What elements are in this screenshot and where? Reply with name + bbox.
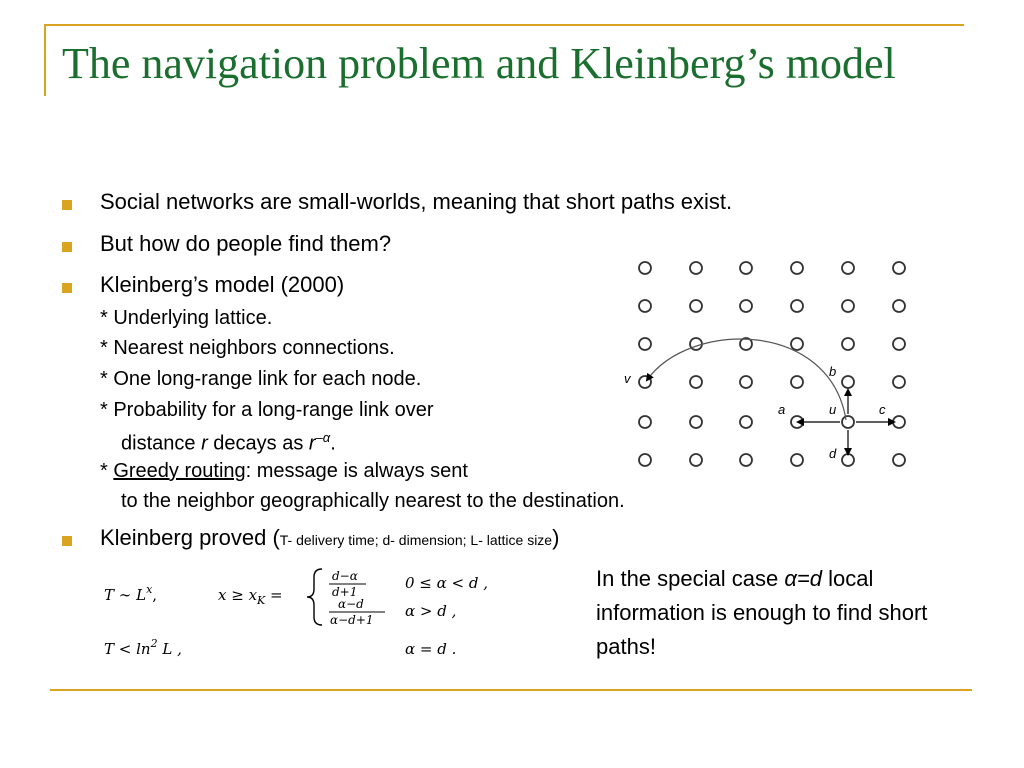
lattice-nodes — [639, 262, 905, 466]
lattice-node — [842, 454, 854, 466]
decay-exponent: –α — [315, 430, 331, 445]
lattice-node — [893, 454, 905, 466]
bullet-kleinberg-proved — [100, 525, 559, 551]
lattice-node — [740, 454, 752, 466]
decay-r: r — [201, 432, 208, 455]
lattice-node — [842, 376, 854, 388]
lattice-node — [893, 300, 905, 312]
special-case-note — [596, 562, 976, 664]
lattice-node — [639, 262, 651, 274]
lattice-node — [842, 416, 854, 428]
model-point-neighbors: * Nearest neighbors connections. — [100, 337, 395, 359]
lattice-node — [639, 416, 651, 428]
lattice-node — [690, 262, 702, 274]
frame-bottom-rule — [50, 689, 972, 691]
proved-text: Kleinberg proved ( — [100, 525, 280, 550]
lattice-node — [791, 454, 803, 466]
node-label-a: a — [778, 402, 786, 417]
lattice-node — [791, 376, 803, 388]
node-label-d: d — [829, 446, 837, 461]
lattice-node — [842, 300, 854, 312]
decay-text-end: . — [330, 432, 336, 455]
node-label-c: c — [879, 402, 886, 417]
formula-row1-left: T ∼ $L^x$, — [104, 583, 158, 604]
lattice-node — [639, 300, 651, 312]
greedy-routing-link: Greedy routing — [113, 460, 246, 482]
model-point-lattice: * Underlying lattice. — [100, 307, 273, 329]
lattice-node — [791, 300, 803, 312]
bullet-kleinberg-model: Kleinberg’s model (2000) — [100, 272, 345, 297]
lattice-node — [639, 338, 651, 350]
lattice-node — [791, 338, 803, 350]
note-condition: α=d — [784, 566, 822, 591]
bullet-marker — [62, 283, 72, 293]
bullet-marker — [62, 200, 72, 210]
proved-close: ) — [552, 525, 560, 550]
formula-block — [100, 563, 540, 668]
greedy-star: * — [100, 460, 114, 482]
decay-text-pre: distance — [121, 432, 202, 455]
node-label-v: v — [624, 371, 631, 386]
lattice-node — [893, 416, 905, 428]
formula-row2-cond: α = d . — [405, 640, 457, 658]
frac2-den: α−d+1 — [330, 613, 374, 627]
note-pre: In the special case — [596, 566, 785, 591]
lattice-node — [690, 454, 702, 466]
lattice-node — [842, 262, 854, 274]
bullet-marker — [62, 242, 72, 252]
node-label-u: u — [829, 402, 837, 417]
frac1-num: d−α — [332, 569, 358, 583]
lattice-node — [639, 454, 651, 466]
bullet-small-worlds: Social networks are small-worlds, meaning that short paths exist. — [100, 189, 733, 214]
frac1-den: d+1 — [332, 585, 358, 599]
formula-row2-left: $T < \ln^2 L$ , — [104, 637, 182, 658]
bullet-marker — [62, 536, 72, 546]
model-point-long-range: * One long-range link for each node. — [100, 368, 422, 390]
frac1-cond: 0 ≤ α < d , — [405, 574, 489, 592]
lattice-node — [740, 262, 752, 274]
decay-text-mid: decays as — [207, 432, 309, 455]
lattice-node — [740, 376, 752, 388]
lattice-node — [690, 376, 702, 388]
lattice-diagram — [600, 250, 930, 480]
model-point-greedy-cont: to the neighbor geographically nearest to the destination. — [121, 490, 625, 512]
formula-row1-cond: $x \ge x_K$ = — [218, 586, 283, 607]
lattice-node — [893, 262, 905, 274]
bullet-find-them: But how do people find them? — [100, 231, 392, 256]
lattice-node — [842, 338, 854, 350]
frame-top-rule — [44, 24, 964, 26]
lattice-node — [893, 338, 905, 350]
frac2-num: α−d — [338, 597, 364, 611]
slide-title: The navigation problem and Kleinberg’s model — [62, 39, 896, 88]
lattice-node — [690, 416, 702, 428]
lattice-node — [690, 300, 702, 312]
node-label-b: b — [829, 364, 837, 379]
greedy-rest: : message is always sent — [245, 460, 468, 482]
model-point-probability: * Probability for a long-range link over — [100, 399, 434, 421]
formula-brace — [307, 569, 322, 625]
lattice-node — [791, 262, 803, 274]
note-post: local information is enough to find short paths! — [596, 566, 928, 659]
frac2-cond: α > d , — [405, 602, 457, 620]
lattice-node — [740, 416, 752, 428]
model-point-greedy — [100, 460, 468, 483]
lattice-node — [740, 300, 752, 312]
frame-left-rule — [44, 24, 46, 96]
proved-legend: T- delivery time; d- dimension; L- lattice size — [279, 532, 553, 548]
model-point-decay — [121, 430, 336, 456]
decay-r-base: r — [308, 432, 316, 455]
lattice-node — [893, 376, 905, 388]
